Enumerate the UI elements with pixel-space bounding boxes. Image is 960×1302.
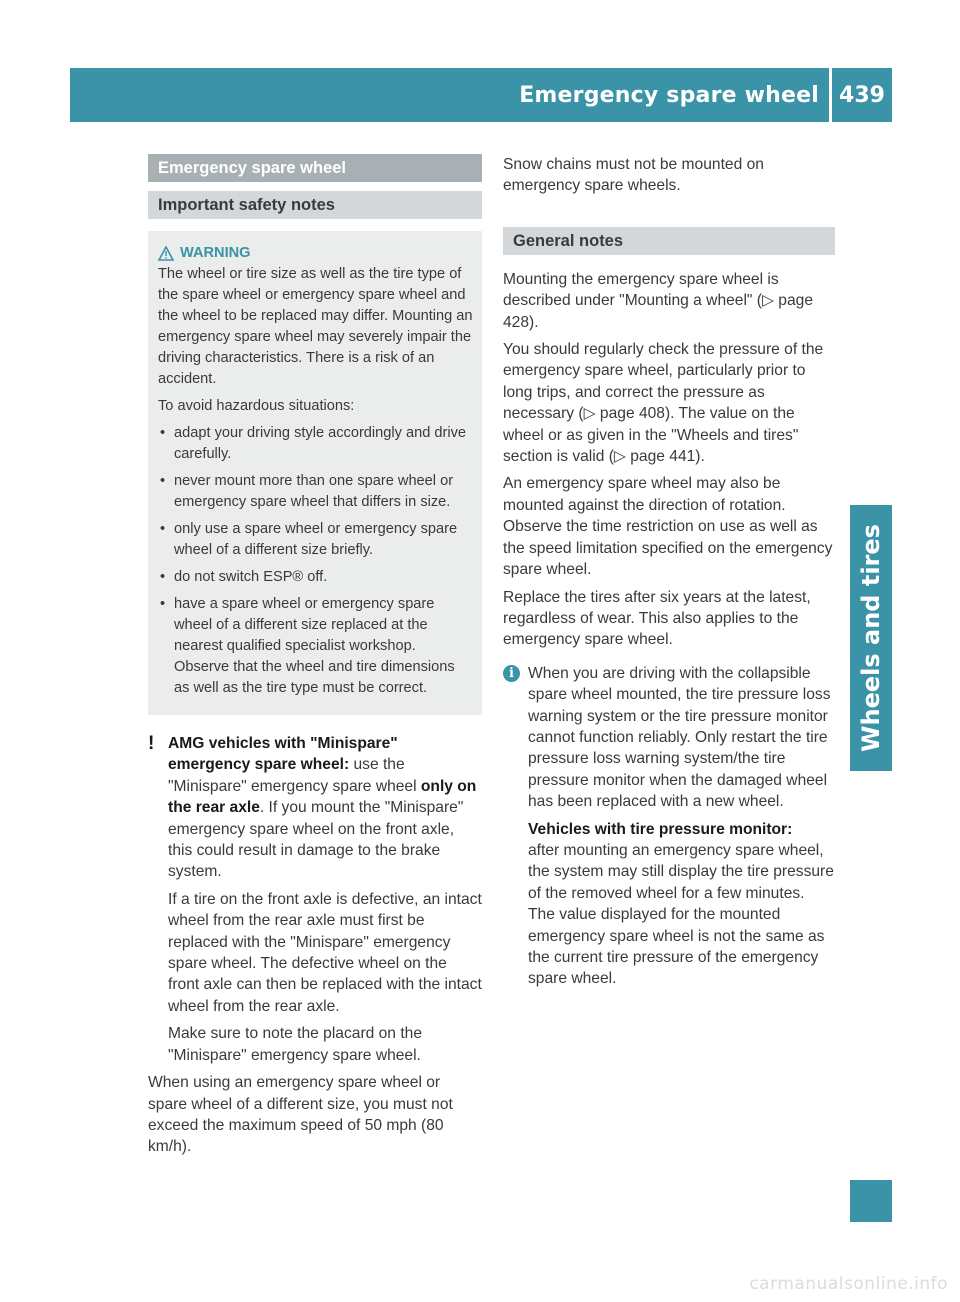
notice-text: use the "Minispare" emergency spare wheel [168,756,421,795]
info-block [503,663,835,996]
page-number: 439 [839,82,885,108]
warning-paragraph: The wheel or tire size as well as the tire type of the spare wheel or emergency spare wheel and the wheel to be replaced may differ. Mounting an emergency spare wheel may severely impair the driving characteristics. There is a risk of an accident. [158,266,473,387]
chapter-marker-block [850,1180,892,1222]
warning-heading [158,243,474,264]
warning-paragraph: To avoid hazardous situations: [158,398,355,414]
list-item: • adapt your driving style accordingly and drive carefully. [158,423,474,465]
notice-paragraph [168,733,482,883]
exclamation-icon: ! [148,733,155,754]
warning-triangle-icon [158,246,174,261]
left-column [148,154,482,1164]
warning-box [148,231,482,715]
notice-emphasis: only on the rear axle [168,777,477,817]
warning-title: WARNING [180,245,251,261]
list-item: • have a spare wheel or emergency spare wheel of a different size replaced at the nearest qualified specialist workshop. Observe that the wheel and tire dimensions as well as the tire type must be correct. [158,594,474,699]
watermark: carmanualsonline.info [749,1274,948,1294]
body-paragraph: Replace the tires after six years at the latest, regardless of wear. This also applies to the emergency spare wheel. [503,588,811,649]
notice-paragraph: If a tire on the front axle is defective, an intact wheel from the rear axle must first be replaced with the "Minispare" emergency spare wheel. The defective wheel on the front axle can then be replaced with the intact wheel from the rear axle. [168,890,482,1015]
body-paragraph: Mounting the emergency spare wheel is described under "Mounting a wheel" (▷ page 428). [503,270,814,331]
info-icon: i [503,665,520,682]
list-item: • only use a spare wheel or emergency spare wheel of a different size briefly. [158,519,474,561]
body-paragraph: When using an emergency spare wheel or spare wheel of a different size, you must not exceed the maximum speed of 50 mph (80 km/h). [148,1074,453,1156]
info-lead: Vehicles with tire pressure monitor: [528,820,793,838]
page-header [70,68,892,122]
body-paragraph: Snow chains must not be mounted on emergency spare wheels. [503,156,764,195]
section-title: Emergency spare wheel [148,154,482,182]
info-paragraph: after mounting an emergency spare wheel, the system may still display the tire pressure of the removed wheel for a few minutes. The value displayed for the mounted emergency spare wheel is not the same as the current tire pressure of the emergency spare wheel. [528,841,834,988]
chapter-tab-label: Wheels and tires [857,524,885,752]
header-title: Emergency spare wheel [519,82,819,108]
body-paragraph: You should regularly check the pressure of the emergency spare wheel, particularly prior to long trips, and correct the pressure as necessary (▷ page 408). The value on the wheel or as given in the "Wheels and tires" section is valid (▷ page 441). [503,341,824,466]
body-paragraph: An emergency spare wheel may also be mounted against the direction of rotation. Observe the time restriction on use as well as the speed limitation specified on the emergency spare wheel. [503,475,833,579]
general-notes-title: General notes [503,227,835,255]
list-item: • never mount more than one spare wheel or emergency spare wheel that differs in size. [158,471,474,513]
notice-text: . If you mount the "Minispare" emergency spare wheel on the front axle, this could result in damage to the brake system. [168,799,464,881]
right-column [503,154,835,996]
notice-block [148,733,482,1072]
info-paragraph: When you are driving with the collapsible spare wheel mounted, the tire pressure loss warning system or the tire pressure monitor cannot function reliably. Only restart the tire pressure loss warning system/the tire pressure monitor when the damaged wheel has been replaced with a new wheel. [528,664,831,811]
subsection-title: Important safety notes [148,191,482,219]
list-item: • do not switch ESP® off. [158,567,474,588]
notice-lead: AMG vehicles with "Minispare" emergency spare wheel: [168,735,398,774]
warning-list [158,423,474,699]
chapter-tab [850,505,892,771]
notice-paragraph: Make sure to note the placard on the "Minispare" emergency spare wheel. [168,1025,422,1064]
